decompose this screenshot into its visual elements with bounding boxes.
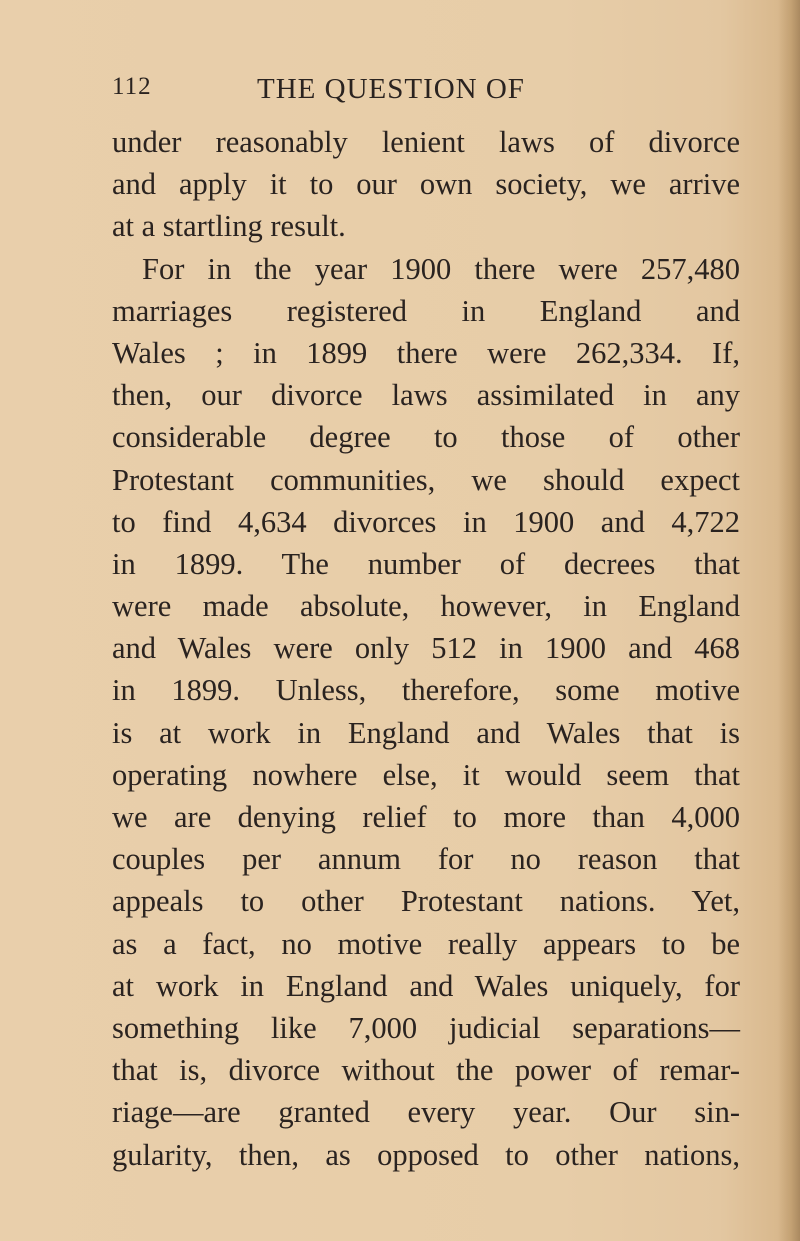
- body-text: [112, 121, 740, 1176]
- text-line: under reasonably lenient laws of divorce: [112, 125, 740, 159]
- page-number: 112: [112, 73, 152, 100]
- text-line: to find 4,634 divorces in 1900 and 4,722: [112, 504, 740, 539]
- text-line: operating nowhere else, it would seem that: [112, 757, 740, 792]
- text-line: Wales ; in 1899 there were 262,334. If,: [112, 335, 740, 370]
- text-line: in 1899. Unless, therefore, some motive: [112, 673, 740, 708]
- text-line: something like 7,000 judicial separations—: [112, 1010, 740, 1045]
- page-edge-shadow: [778, 0, 800, 1241]
- text-line: at a startling result.: [112, 209, 346, 244]
- text-line: Protestant communities, we should expect: [112, 462, 740, 497]
- text-line: we are denying relief to more than 4,000: [112, 800, 740, 834]
- text-line: is at work in England and Wales that is: [112, 715, 740, 750]
- text-line: at work in England and Wales uniquely, for: [112, 968, 740, 1003]
- text-line: and Wales were only 512 in 1900 and 468: [112, 631, 740, 666]
- text-line: For in the year 1900 there were 257,480: [142, 251, 740, 286]
- text-line: as a fact, no motive really appears to be: [112, 926, 740, 961]
- text-line: riage—are granted every year. Our sin-: [112, 1095, 740, 1130]
- text-line: marriages registered in England and: [112, 293, 740, 328]
- text-line: that is, divorce without the power of remar-: [112, 1053, 740, 1088]
- text-line: considerable degree to those of other: [112, 420, 740, 455]
- text-line: couples per annum for no reason that: [112, 842, 740, 877]
- text-line: in 1899. The number of decrees that: [112, 546, 740, 581]
- text-line: were made absolute, however, in England: [112, 589, 740, 624]
- running-head: THE QUESTION OF: [257, 73, 525, 105]
- text-line: then, our divorce laws assimilated in any: [112, 378, 740, 413]
- text-line: appeals to other Protestant nations. Yet,: [112, 884, 740, 919]
- text-line: and apply it to our own society, we arrive: [112, 167, 740, 202]
- text-line: gularity, then, as opposed to other nations,: [112, 1137, 740, 1172]
- page-header: [112, 73, 592, 113]
